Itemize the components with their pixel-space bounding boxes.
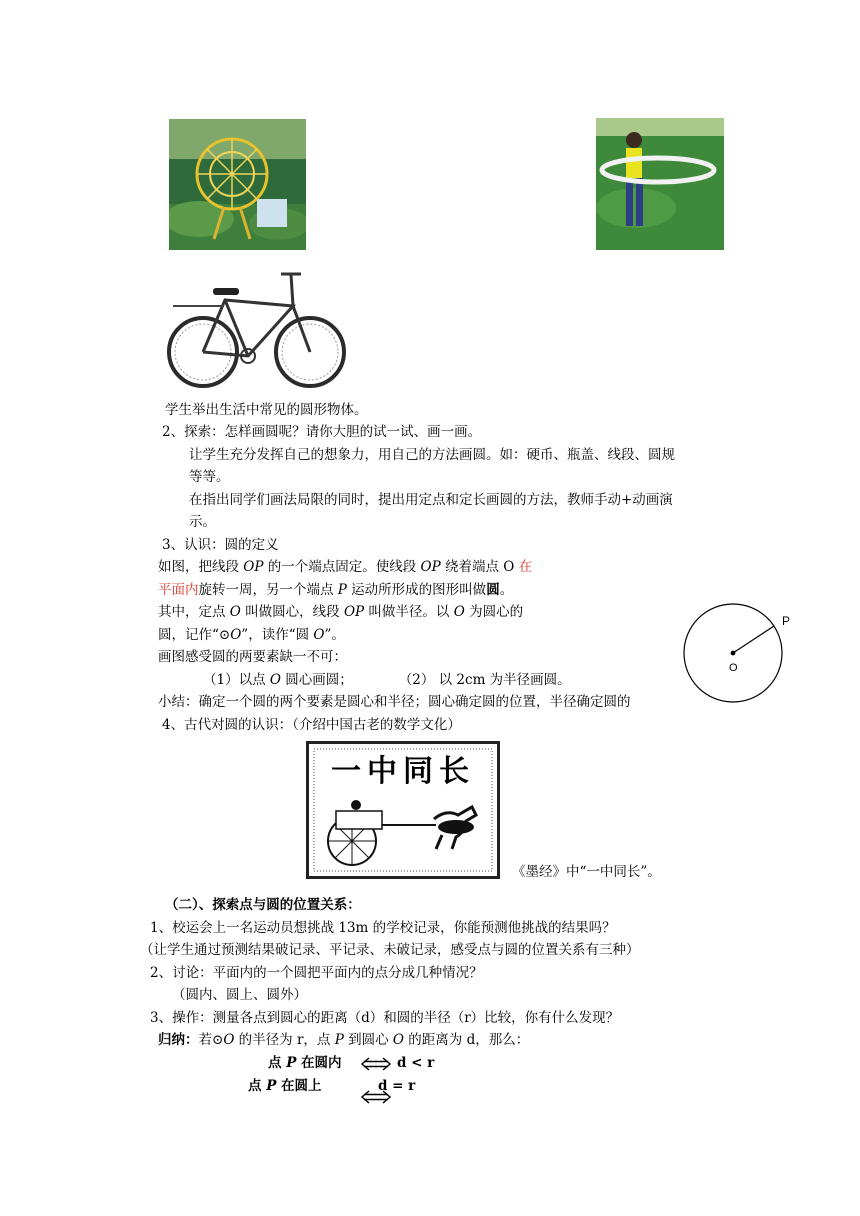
section2-question-2-answer: （圆内、圆上、圆外）	[172, 987, 307, 1003]
section2-question-2: 2、讨论：平面内的一个圆把平面内的点分成几种情况？	[150, 965, 483, 981]
section2-question-1-note: （让学生通过预测结果破记录、平记录、未破记录，感受点与圆的位置关系有三种）	[140, 942, 640, 958]
explore-paragraph-1a: 让学生充分发挥自己的想象力，用自己的方法画圆。如：硬币、瓶盖、线段、圆规	[189, 447, 675, 463]
hula-hoop-photo	[596, 118, 724, 250]
ferris-wheel-photo	[169, 119, 306, 250]
relation-on-expr: d = r	[378, 1078, 416, 1094]
explore-paragraph-2b: 示。	[189, 514, 216, 530]
definition-line-5: 画图感受圆的两要素缺一不可：	[158, 649, 347, 665]
explore-heading: 2、探索：怎样画圆呢？请你大胆的试一试、画一画。	[162, 424, 482, 440]
point-o-label: O	[729, 662, 738, 674]
section2-title: （二）、探索点与圆的位置关系：	[165, 897, 361, 913]
definition-line-6: （1）以点 O 圆心画圆； （2） 以 2cm 为半径画圆。	[203, 672, 571, 688]
definition-line-3: 其中，定点 O 叫做圆心，线段 OP 叫做半径。以 O 为圆心的	[158, 604, 524, 620]
circle-figure	[678, 603, 808, 711]
summary-conclusion: 归纳：若⊙O 的半径为 r，点 P 到圆心 O 的距离为 d，那么：	[158, 1032, 530, 1048]
explore-paragraph-1b: 等等。	[189, 469, 230, 485]
mojing-caption: 《墨经》中“一中同长”。	[512, 864, 661, 880]
definition-line-2: 平面内旋转一周，另一个端点 P 运动所形成的图形叫做圆。	[158, 582, 514, 598]
double-arrow-icon	[361, 1089, 391, 1105]
double-arrow-icon	[361, 1056, 391, 1072]
explore-paragraph-2a: 在指出同学们画法局限的同时，提出用定点和定长画圆的方法，教师手动+动画演	[189, 492, 673, 508]
point-p-label: P	[782, 614, 791, 628]
intro-text: 学生举出生活中常见的圆形物体。	[165, 402, 368, 418]
mojing-woodcut-image	[306, 741, 500, 879]
definition-line-1: 如图，把线段 OP 的一个端点固定。使线段 OP 绕着端点 O 在	[158, 559, 533, 575]
bicycle-photo	[163, 266, 349, 390]
section2-question-1: 1、校运会上一名运动员想挑战 13m 的学校记录，你能预测他挑战的结果吗？	[150, 920, 616, 936]
relation-on-label: 点 P 在圆上	[248, 1078, 322, 1094]
definition-line-4: 圆，记作“⊙O”，读作“圆 O”。	[158, 627, 345, 643]
summary-line: 小结：确定一个圆的两个要素是圆心和半径；圆心确定圆的位置，半径确定圆的	[158, 694, 631, 710]
plaque-text: 一中同长	[331, 754, 475, 789]
ancient-heading: 4、古代对圆的认识：（介绍中国古老的数学文化）	[162, 717, 461, 733]
definition-heading: 3、认识：圆的定义	[162, 537, 279, 553]
relation-inside-label: 点 P 在圆内	[268, 1055, 342, 1071]
relation-inside-expr: d < r	[397, 1055, 435, 1071]
section2-question-3: 3、操作：测量各点到圆心的距离（d）和圆的半径（r）比较，你有什么发现？	[150, 1010, 620, 1026]
